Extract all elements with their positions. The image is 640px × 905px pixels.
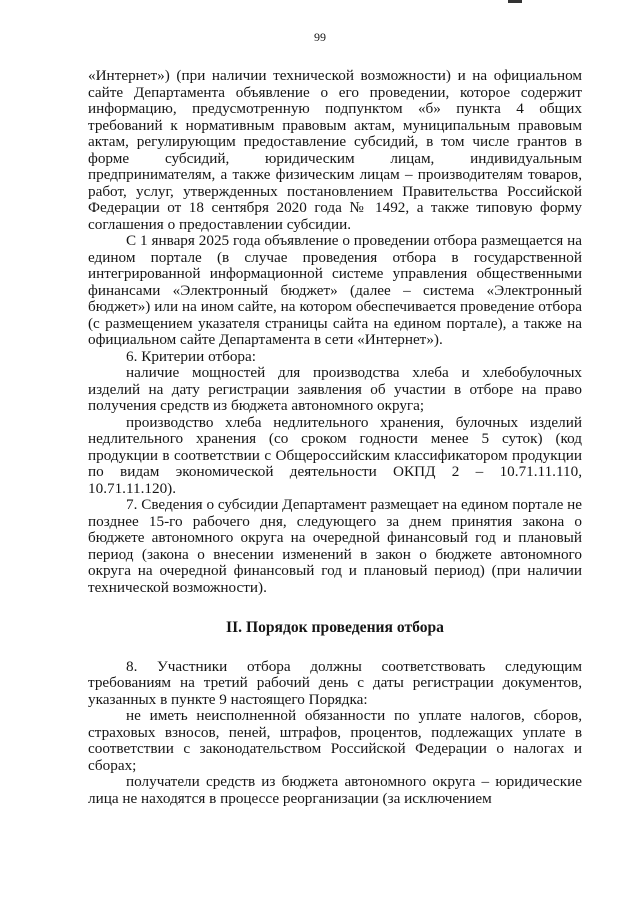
page-number: 99 [314, 30, 326, 44]
paragraph-criteria-title: 6. Критерии отбора: [126, 347, 256, 365]
paragraph-criterion-capacity: наличие мощностей для производства хлеба и хлебобулочных изделий на дату регистрации заявления об участии в отборе на право получения средств из бюджета автономного округа; [88, 364, 582, 414]
paragraph-intro-continued: «Интернет») (при наличии технической возможности) и на официальном сайте Департамента объявление о его проведении, которое содержит информацию, предусмотренную подпунктом «б» пункта 4 общих требований к нормативным правовым актам, муниципальным правовым актам, регулирующим предоставление субсидий, в том числе грантов в форме субсидий, юридическим лицам, индивидуальным предпринимателям, а также физическим лицам – производителям товаров, работ, услуг, утвержденных постановлением Правительства Российской Федерации от 18 сентября 2020 года № 1492, а также типовую форму соглашения о предоставлении субсидии. [88, 67, 582, 233]
paragraph-not-reorganizing: получатели средств из бюджета автономного округа – юридические лица не находятся в процессе реорганизации (за исключением [88, 773, 582, 807]
document-body [88, 68, 582, 807]
section-heading: II. Порядок проведения отбора [226, 619, 444, 636]
paragraph-announcement-2025: С 1 января 2025 года объявление о проведении отбора размещается на едином портале (в случае проведения отбора в государственной интегрированной информационной системе управления общественными финансами «Электронный бюджет» (далее – система «Электронный бюджет») или на ином сайте, на котором обеспечивается проведение отбора (с размещением указателя страницы сайта на едином портале), а также на официальном сайте Департамента в сети «Интернет»). [88, 232, 582, 348]
paragraph-no-tax-debt: не иметь неисполненной обязанности по уплате налогов, сборов, страховых взносов, пеней, штрафов, процентов, подлежащих уплате в соответствии с законодательством Российской Федерации о налогах и сборах; [88, 707, 582, 774]
paragraph-requirements: 8. Участники отбора должны соответствовать следующим требованиям на третий рабочий день с даты регистрации документов, указанных в пункте 9 настоящего Порядка: [88, 657, 582, 708]
paragraph-subsidy-info: 7. Сведения о субсидии Департамент размещает на едином портале не позднее 15-го рабочего дня, следующего за днем принятия закона о бюджете автономного округа на очередной финансовый год и плановый период (закона о внесении изменений в закон о бюджете автономного округа на очередной финансовый год и плановый период) (при наличии технической возможности). [88, 496, 582, 596]
paragraph-criterion-production: производство хлеба недлительного хранения, булочных изделий недлительного хранения (со сроком годности менее 5 суток) (код продукции в соответствии с Общероссийским классификатором продукции по видам экономической деятельности ОКПД 2 – 10.71.11.110, 10.71.11.120). [88, 413, 582, 497]
scan-corner-mark [508, 0, 522, 3]
